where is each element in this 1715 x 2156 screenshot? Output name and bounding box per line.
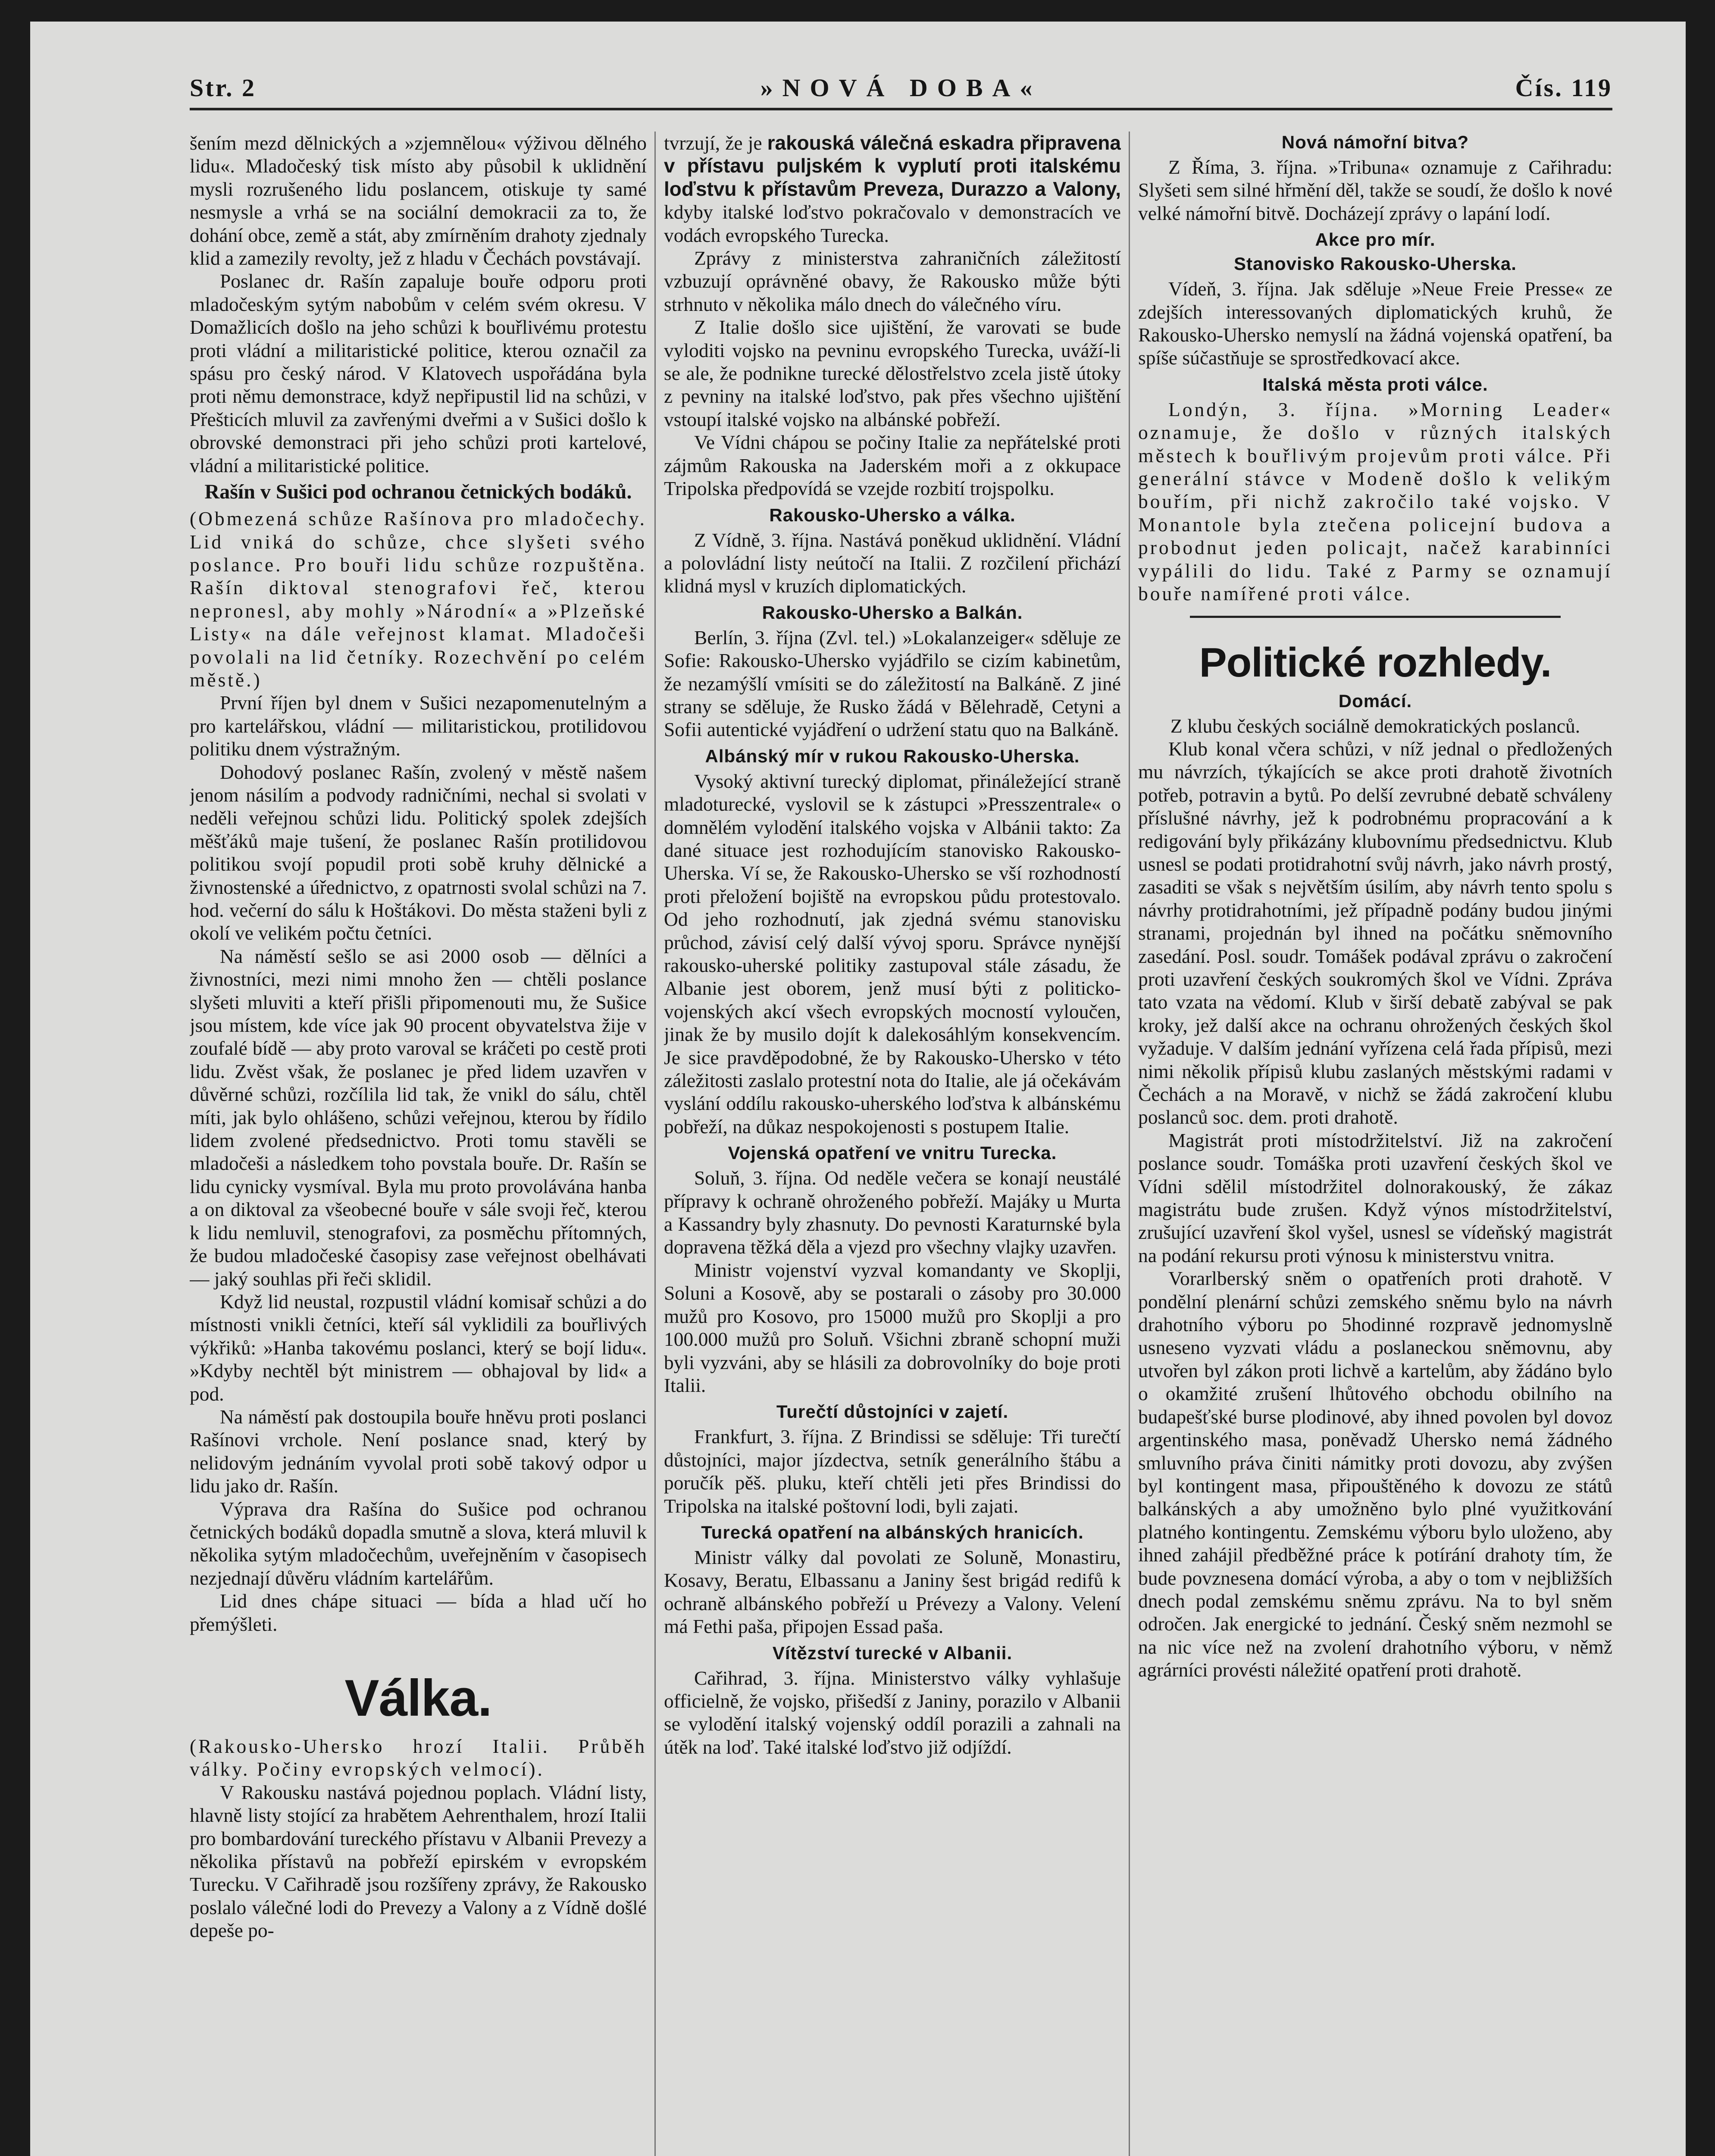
paragraph: V Rakousku nastává pojednou poplach. Vládní listy, hlavně listy stojící za hrabětem Aehrenthalem, hrozí Italii pro bombardování tureckého přístavu v Albanii Prevezy a několika přístavů na pobřeží epirském v evropském Turecku. V Cařihradě jsou rozšířeny zprávy, že Rakousko poslalo válečné lodi do Prevezy a Valony a z Vídně došlé depeše po- <box>190 1781 647 1942</box>
paragraph: Magistrát proti místodržitelství. Již na zakročení poslance soudr. Tomáška proti uzavření českých škol ve Vídni sdělil místodržitel dolnorakouský, že zákaz magistrátu bude zrušen. Když výnos místodržitelství, zrušující uzavření škol vyšel, usnesl se vídeňský magistrát na podání rekursu proti výnosu k ministerstvu vnitra. <box>1138 1129 1612 1266</box>
paragraph: Ve Vídni chápou se počiny Italie za nepřátelské proti zájmům Rakouska na Jaderském moři a z okkupace Tripolska předpovídá se vzejde rozbití trojspolku. <box>664 431 1121 500</box>
masthead <box>190 73 1612 110</box>
subheading: Turecká opatření na albánských hranicích. <box>701 1522 1084 1542</box>
article-headline-rasin: Rašín v Sušici pod ochranou četnických bodáků. <box>204 480 632 504</box>
paragraph: První říjen byl dnem v Sušici nezapomenutelným a pro kartelářskou, vládní — militaristickou, protilidovou politiku dnem výstražným. <box>190 692 647 760</box>
subheading: Nová námořní bitva? <box>1281 132 1469 152</box>
newspaper-title: »NOVÁ DOBA« <box>760 74 1042 102</box>
subheading: Rakousko-Uhersko a Balkán. <box>762 602 1023 623</box>
subheading: Vítězství turecké v Albanii. <box>772 1642 1013 1663</box>
section-title-war: Válka. <box>344 1669 492 1727</box>
paragraph: Klub konal včera schůzi, v níž jednal o předložených mu návrzích, týkajících se akce proti drahotě životních potřeb, potravin a bytů. Po delší zevrubné debatě schváleny příslušné návrhy, jež k podrobnému propracování a k redigování byly přikázány klubovnímu předsednictvu. Klub usnesl se podati protidrahotní svůj návrh, jako návrh prostý, zasaditi se však s největším úsilím, aby návrh tento spolu s návrhy protidrahotními, jež případně podány budou jinými stranami, projednán byl ihned na počátku sněmovního zasedání. Posl. soudr. Tomášek podával zprávu o zakročení proti uzavření českých soukromých škol ve Vídni. Zpráva tato vzata na vědomí. Klub v širší debatě zabýval se pak kroky, jež další akce na ochranu ohrožených českých škol vyžaduje. V dalším jednání vyřízena celá řada přípisů, mezi nimi několik přípisů klubu zaslaných městskými radami v Čechách a na Moravě, v nichž se žádá zakročení klubu poslanců soc. dem. proti drahotě. <box>1138 737 1612 1128</box>
subheading: Vojenská opatření ve vnitru Turecka. <box>728 1143 1057 1163</box>
subheading: Stanovisko Rakousko-Uherska. <box>1234 254 1517 274</box>
paragraph: Frankfurt, 3. října. Z Brindissi se sděluje: Tři turečtí důstojníci, major jízdectva, setník generálního štábu a poručík pěš. pluku, kteří chtěli jeti přes Brindissi do Tripolska na italské poštovní lodi, byli zajati. <box>664 1426 1121 1517</box>
section-title-politics: Politické rozhledy. <box>1199 639 1552 686</box>
paragraph: Dohodový poslanec Rašín, zvolený v městě našem jenom násilím a podvody radničními, nechal si svolati v neděli veřejnou schůzi lidu. Politický spolek zdejších měšťáků maje tušení, že poslanec Rašín protilidovou politikou svojí popudil proti sobě kruhy dělnické a živnostenské a úřednictvo, z opatrnosti svolal schůzi na 7. hod. večerní do sálu k Hoštákovi. Do města staženi byli z okolí ve velikém počtu četníci. <box>190 761 647 944</box>
paragraph: šením mezd dělnických a »zjemnělou« výživou dělného lidu«. Mladočeský tisk místo aby působil k uklidnění mysli rozrušeného lidu poslancem, otiskuje ty samé nesmysle a vrhá se na sociální demokracii za to, že dohání obce, země a stát, aby zmírněním drahoty zjednaly klid a zamezily revolty, jež z hladu v Čechách povstávají. <box>190 132 647 270</box>
newspaper-page <box>30 22 1686 2156</box>
paragraph: Londýn, 3. října. »Morning Leader« oznamuje, že došlo v různých italských městech k bouřlivým projevům proti válce. Při generální stávce v Modeně došlo k velikým bouřím, při nichž zakročilo také vojsko. V Monantole byla ztečena policejní budova a probodnut jeden policajt, načež karabinníci vypálili do lidu. Také z Parmy se oznamují bouře namířené proti válce. <box>1138 398 1612 605</box>
article-lead: (Obmezená schůze Rašínova pro mladočechy. Lid vniká do schůze, chce slyšeti svého poslance. Pro bouři lidu schůze rozpuštěna. Rašín diktoval stenografovi řeč, kterou nepronesl, aby mohly »Národní« a »Plzeňské Listy« na dále veřejnost klamat. Mladočeši povolali na lid četníky. Rozechvění po celém městě.) <box>190 508 647 691</box>
subheading: Albánský mír v rukou Rakousko-Uherska. <box>705 746 1080 766</box>
paragraph: Ministr války dal povolati ze Soluně, Monastiru, Kosavy, Beratu, Elbassanu a Janiny šest brigád redifů k ochraně albánského pobřeží u Prévezy a Valony. Velení má Fethi paša, připojen Essad paša. <box>664 1546 1121 1638</box>
column-3 <box>1138 132 1612 2156</box>
paragraph: Z Říma, 3. října. »Tribuna« oznamuje z Cařihradu: Slyšeti sem silné hřmění děl, takže se soudí, že došlo k nové velké námořní bitvě. Docházejí zprávy o lapání lodí. <box>1138 156 1612 224</box>
paragraph: Výprava dra Rašína do Sušice pod ochranou četnických bodáků dopadla smutně a slova, která mluvil k několika sytým mladočechům, uveřejněním v časopisech nezjednají důvěru vládním kartelářům. <box>190 1498 647 1589</box>
paragraph: Zprávy z ministerstva zahraničních záležitostí vzbuzují oprávněné obavy, že Rakousko může býti strhnuto v několika málo dnech do válečného víru. <box>664 247 1121 315</box>
paragraph: Z Vídně, 3. října. Nastává poněkud uklidnění. Vládní a polovládní listy neútočí na Italii. Z rozčilení přichází klidná mysl v kruzích diplomatických. <box>664 529 1121 597</box>
article-lead: (Rakousko-Uhersko hrozí Italii. Průběh války. Počiny evropských velmocí). <box>190 1735 647 1780</box>
column-rule-1 <box>654 132 656 2156</box>
paragraph: Na náměstí pak dostoupila bouře hněvu proti poslanci Rašínovi vrchole. Není poslance snad, který by nelidovým jednáním vyvolal proti sobě takový odpor u lidu jako dr. Rašín. <box>190 1405 647 1497</box>
text-run: tvrzují, že je <box>664 132 767 154</box>
subheading: Italská města proti válce. <box>1262 374 1488 395</box>
paragraph: Cařihrad, 3. října. Ministerstvo války vyhlašuje officielně, že vojsko, přišedší z Janiny, porazilo v Albanii se vylodění italský vojenský oddíl porazili a zahnali na útěk na loď. Také italské loďstvo již odjíždí. <box>664 1667 1121 1758</box>
paragraph: Ministr vojenství vyzval komandanty ve Skoplji, Soluni a Kosově, aby se postarali o zásoby pro 30.000 mužů pro Kosovo, pro 15000 mužů pro Skoplji a pro 100.000 mužů pro Soluň. Všichni zbraně schopní muži byli vyzváni, aby se hlásili za dobrovolníky do boje proti Italii. <box>664 1259 1121 1396</box>
page-number: Str. 2 <box>190 74 256 102</box>
paragraph: Berlín, 3. října (Zvl. tel.) »Lokalanzeiger« sděluje ze Sofie: Rakousko-Uhersko vyjádřilo se cizím kabinetům, že nezamýšlí vmísiti se do záležitostí na Balkáně. Z jiné strany se sděluje, že Rusko žádá v Bělehradě, Cetyni a Sofii autentické vyjádření o udržení statu quo na Balkáně. <box>664 626 1121 741</box>
subheading: Akce pro mír. <box>1315 229 1436 250</box>
subheading: Rakousko-Uhersko a válka. <box>769 505 1016 525</box>
paragraph: Poslanec dr. Rašín zapaluje bouře odporu proti mladočeským sytým nabobům v celém svém okresu. V Domažlicích došlo na jeho schůzi k bouřlivému protestu proti vládní a militaristické politice, kterou označil za spásu pro český národ. V Klatovech uspořádána byla proti němu demonstrace, když nepřipustil lid na schůzi, v Přešticích mluvil za zavřenými dveřmi a v Sušici došlo k obrovské demonstraci při jeho schůzi proti kartelové, vládní a militaristické politice. <box>190 270 647 476</box>
subheading: Domácí. <box>1338 690 1412 711</box>
highlighted-text: rakouská válečná eskadra připravena v přístavu puljském k vyplutí proti italskému loďstvu k přístavům Preveza, Durazzo a Valony, <box>664 132 1121 200</box>
column-2 <box>664 132 1121 2156</box>
paragraph: Soluň, 3. října. Od neděle večera se konají neustálé přípravy k ochraně ohroženého pobřeží. Majáky u Murta a Kassandry byly zhasnuty. Do pevnosti Karaturnské byla dopravena těžká děla a vjezd pro všechny vlajky uzavřen. <box>664 1167 1121 1258</box>
paragraph: Z Italie došlo sice ujištění, že varovati se bude vyloditi vojsko na pevninu evropského Turecka, uváží-li se ale, že podnikne turecké dělostřelstvo zcela jistě útoky z pevniny na italské loďstvo, pak přes všechno ujištění vstoupí italské vojsko na albánské pobřeží. <box>664 316 1121 430</box>
paragraph: Vorarlberský sněm o opatřeních proti drahotě. V pondělní plenární schůzi zemského sněmu bylo na návrh drahotního výboru po 5hodinné rozpravě jednomyslně usneseno vyzvati vládu a poslaneckou sněmovnu, aby utvořen byl zákon proti lichvě a kartelům, aby žádáno bylo o okamžité zrušení lhůtového obchodu obilního na budapešťské burse plodinové, aby ihned povolen byl dovoz argentinského masa, poněvadž Uhersko nemá žádného smluvního práva činiti námitky proti dovozu, aby zvýšen byl kontingent masa, připouštěného k dovozu ze států balkánských a aby umožněno bylo plné využitkování platného kontingentu. Zemskému výboru bylo uloženo, aby ihned zahájil předběžné práce k potírání drahoty tím, že bude povznesena domácí výroba, a aby o tom v nejbližších dnech podal zemskému sněmu zprávu. Na to byl sněm odročen. Jak energické to jednání. Český sněm nezmohl se na nic více než na zvolení drahotního výboru, v němž agrárníci provésti náležité opatření proti drahotě. <box>1138 1267 1612 1681</box>
issue-number: Čís. 119 <box>1515 74 1612 102</box>
text-run: kdyby italské loďstvo pokračovalo v demonstracích ve vodách evropského Turecka. <box>664 201 1121 246</box>
article-headline: Z klubu českých sociálně demokratických poslanců. <box>1170 714 1580 737</box>
paragraph: Vysoký aktivní turecký diplomat, přináležející straně mladoturecké, vyslovil se k zástupci »Presszentrale« o domnělém vylodění italského vojska v Albánii takto: Za dané situace jest rozhodujícím stanovisko Rakousko-Uherska. Ví se, že Rakousko-Uhersko se vší rozhodností proti přeložení bojiště na evropskou půdu protestovalo. Od jeho rozhodnutí, jak zjedná svému stanovisku průchod, závisí celý další vývoj sporu. Správce nynější rakousko-uherské politiky zastupoval stále zásadu, že Albanie jest oborem, jenž musí býti z politicko-vojenských akcí všech evropských mocností vyloučen, jinak že by musilo dojít k dalekosáhlým konsekvencím. Je sice pravděpodobné, že by Rakousko-Uhersko v této záležitosti zaslalo protestní nota do Italie, ale já očekávám vyslání oddílu rakousko-uherského loďstva k albánskému pobřeží, na důkaz nespokojenosti s postupem Italie. <box>664 770 1121 1138</box>
section-divider <box>1190 616 1561 618</box>
column-rule-2 <box>1129 132 1130 2156</box>
column-1 <box>190 132 647 2156</box>
paragraph: Na náměstí sešlo se asi 2000 osob — dělníci a živnostníci, mezi nimi mnoho žen — chtěli poslance slyšeti mluviti a kteří přišli připomenouti mu, že Sušice jsou místem, kde více jak 90 procent obyvatelstva žije v zoufalé bídě — aby proto varoval se kráčeti po cestě proti lidu. Zvěst však, že poslanec je před lidem uzavřen v důvěrné schůzi, rozčílila lid tak, že vnikl do sálu, chtěl míti, jak bylo ohlášeno, schůzi veřejnou, kterou by řídilo lidem zvolené předsednictvo. Proti tomu stavěli se mladočeši a následkem toho povstala bouře. Dr. Rašín se lidu cynicky vysmíval. Byla mu proto provolávána hanba a on diktoval za všeobecné bouře v sále svoji řeč, kterou k lidu nemluvil, stenografovi, za posměchu přítomných, že budou mladočeské časopisy zase veřejnost obelhávati — jaký souhlas při řeči sklidil. <box>190 945 647 1290</box>
paragraph <box>664 132 1121 247</box>
paragraph: Vídeň, 3. října. Jak sděluje »Neue Freie Presse« ze zdejších interessovaných diplomatických kruhů, že Rakousko-Uhersko nemyslí na žádná vojenská opatření, ba spíše súčastňuje se sprostředkovací akce. <box>1138 278 1612 369</box>
paragraph: Lid dnes chápe situaci — bída a hlad učí ho přemýšleti. <box>190 1590 647 1635</box>
paragraph: Když lid neustal, rozpustil vládní komisař schůzi a do místnosti vnikli četníci, kteří sál vyklidili za bouřlivých výkřiků: »Hanba takovému poslanci, který se bojí lidu«. »Kdyby nechtěl být ministrem — obhajoval by lid« a pod. <box>190 1290 647 1405</box>
subheading: Turečtí důstojníci v zajetí. <box>776 1401 1009 1422</box>
